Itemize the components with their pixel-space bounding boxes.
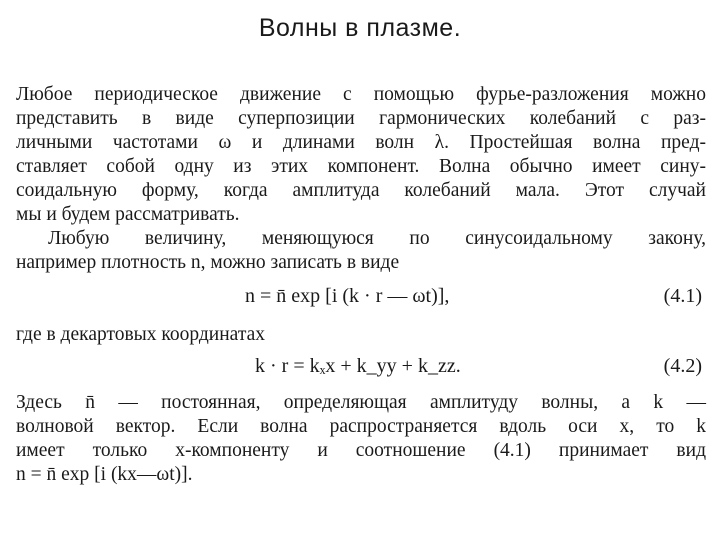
paragraph-1-line-1: Любое периодическое движение с помощью фурье-разложения можно — [16, 84, 706, 105]
paragraph-3-line-2: волновой вектор. Если волна распространяется вдоль оси x, то k — [16, 416, 706, 437]
equation-4-1: n = n̄ exp [i (k · r — ωt)], — [245, 285, 450, 307]
paragraph-3-line-1: Здесь n̄ — постоянная, определяющая амплитуду волны, а k — — [16, 392, 706, 413]
paragraph-2-line-1: Любую величину, меняющуюся по синусоидальному закону, — [48, 228, 706, 249]
paragraph-3-line-3: имеет только x-компоненту и соотношение (4.1) принимает вид — [16, 440, 706, 461]
paragraph-1-line-2: представить в виде суперпозиции гармонических колебаний с раз- — [16, 108, 706, 129]
paragraph-1-line-6: мы и будем рассматривать. — [16, 204, 240, 225]
coordinates-text: где в декартовых координатах — [16, 324, 265, 345]
paragraph-2-line-2: например плотность n, можно записать в виде — [16, 252, 400, 273]
paragraph-1-line-4: ставляет собой одну из этих компонент. Волна обычно имеет сину- — [16, 156, 706, 177]
paragraph-1-line-5: соидальную форму, когда амплитуда колебаний мала. Этот случай — [16, 180, 706, 201]
equation-4-1-number: (4.1) — [663, 285, 702, 307]
paragraph-1-line-3: личными частотами ω и длинами волн λ. Простейшая волна пред- — [16, 132, 706, 153]
paragraph-3-line-4: n = n̄ exp [i (kx—ωt)]. — [16, 464, 193, 485]
equation-4-2-number: (4.2) — [663, 355, 702, 377]
page-title: Волны в плазме. — [258, 14, 462, 42]
equation-4-2: k · r = kₓx + k_yy + k_zz. — [255, 355, 461, 377]
